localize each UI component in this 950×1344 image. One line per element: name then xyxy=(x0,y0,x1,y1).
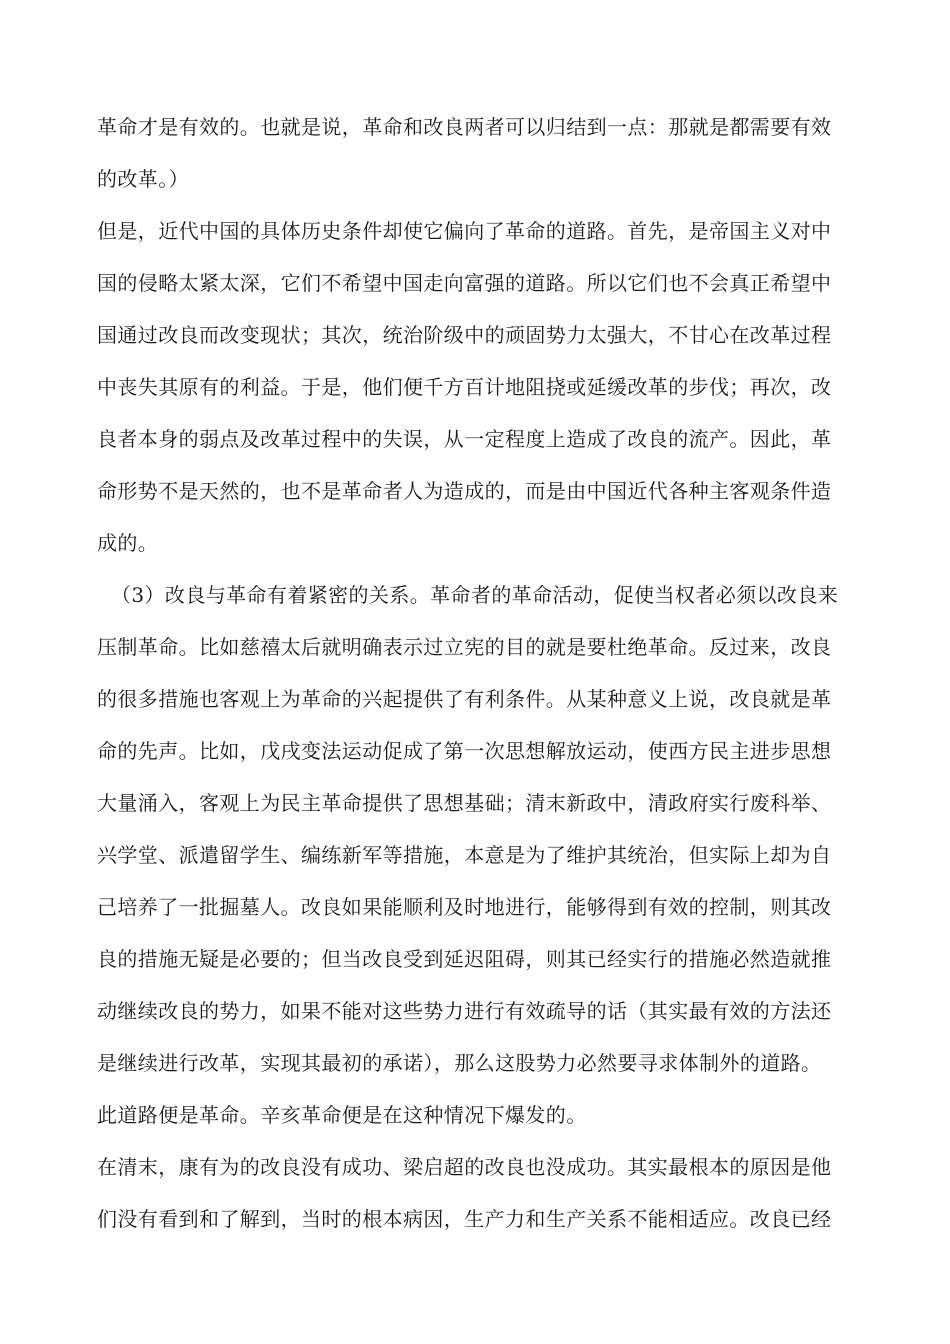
text-line: 们没有看到和了解到，当时的根本病因，生产力和生产关系不能相适应。改良已经 xyxy=(97,1207,832,1231)
text-line: 此道路便是革命。辛亥革命便是在这种情况下爆发的。 xyxy=(97,1103,587,1127)
text-line: （3）改良与革命有着紧密的关系。革命者的革命活动，促使当权者必须以改良来 xyxy=(111,583,839,607)
text-line: 命的先声。比如，戊戌变法运动促成了第一次思想解放运动，使西方民主进步思想 xyxy=(97,739,832,763)
text-line: 在清末，康有为的改良没有成功、梁启超的改良也没成功。其实最根本的原因是他 xyxy=(97,1155,832,1179)
text-line: 国的侵略太紧太深，它们不希望中国走向富强的道路。所以它们也不会真正希望中 xyxy=(97,271,832,295)
text-line: 压制革命。比如慈禧太后就明确表示过立宪的目的就是要杜绝革命。反过来，改良 xyxy=(97,635,832,659)
text-line: 革命才是有效的。也就是说，革命和改良两者可以归结到一点：那就是都需要有效 xyxy=(97,115,832,139)
paragraph-3 xyxy=(97,569,839,1141)
text-line: 动继续改良的势力，如果不能对这些势力进行有效疏导的话（其实最有效的方法还 xyxy=(97,999,832,1023)
text-line: 国通过改良而改变现状；其次，统治阶级中的顽固势力太强大，不甘心在改革过程 xyxy=(97,323,832,347)
text-line: 兴学堂、派遣留学生、编练新军等措施，本意是为了维护其统治，但实际上却为自 xyxy=(97,843,832,867)
text-line: 是继续进行改革，实现其最初的承诺），那么这股势力必然要寻求体制外的道路。 xyxy=(97,1051,822,1075)
text-line: 中丧失其原有的利益。于是，他们便千方百计地阻挠或延缓改革的步伐；再次，改 xyxy=(97,375,832,399)
paragraph-4 xyxy=(97,1141,832,1245)
text-line: 良的措施无疑是必要的；但当改良受到延迟阻碍，则其已经实行的措施必然造就推 xyxy=(97,947,832,971)
text-line: 良者本身的弱点及改革过程中的失误，从一定程度上造成了改良的流产。因此，革 xyxy=(97,427,832,451)
paragraph-2 xyxy=(97,205,832,569)
text-line: 大量涌入，客观上为民主革命提供了思想基础；清末新政中，清政府实行废科举、 xyxy=(97,791,832,815)
text-line: 的改革。） xyxy=(97,167,189,191)
text-line: 己培养了一批掘墓人。改良如果能顺利及时地进行，能够得到有效的控制，则其改 xyxy=(97,895,832,919)
text-line: 的很多措施也客观上为革命的兴起提供了有利条件。从某种意义上说，改良就是革 xyxy=(97,687,832,711)
text-line: 成的。 xyxy=(97,531,159,555)
paragraph-1 xyxy=(97,101,832,205)
text-line: 命形势不是天然的，也不是革命者人为造成的，而是由中国近代各种主客观条件造 xyxy=(97,479,832,503)
text-line: 但是，近代中国的具体历史条件却使它偏向了革命的道路。首先，是帝国主义对中 xyxy=(97,219,832,243)
document-body xyxy=(97,101,839,1245)
